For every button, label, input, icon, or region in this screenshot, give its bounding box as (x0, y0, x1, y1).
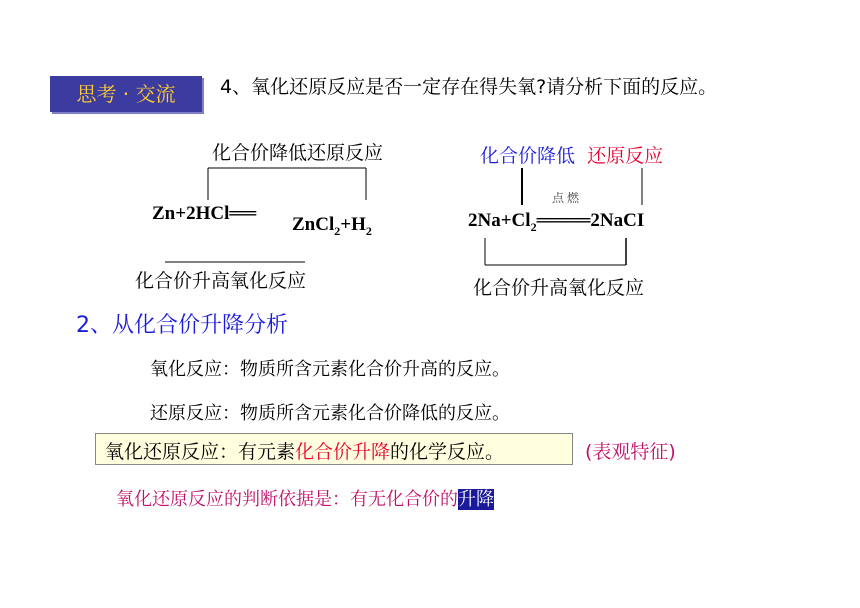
left-reactants: Zn+2HCl══ (152, 203, 257, 224)
left-top-label: 化合价降低还原反应 (212, 142, 384, 164)
question-text: 4、氧化还原反应是否一定存在得失氧?请分析下面的反应。 (220, 76, 718, 98)
section-title: 2、从化合价升降分析 (76, 313, 288, 338)
left-bottom-label: 化合价升高氧化反应 (135, 270, 307, 292)
left-products: $ZnCl_2+H_2$ (292, 214, 372, 238)
right-equation: $2Na+Cl_2════2NaCI$ (468, 210, 645, 234)
right-bottom-label: 化合价升高氧化反应 (473, 277, 645, 299)
redox-definition: 氧化还原反应：有元素化合价升降的化学反应。 (105, 441, 505, 463)
oxidation-definition: 氧化反应：物质所含元素化合价升高的反应。 (150, 359, 510, 380)
judgement-criterion: 氧化还原反应的判断依据是：有无化合价的升降 (116, 489, 494, 510)
reaction-condition: 点燃 (552, 191, 583, 205)
right-top-label: 化合价降低 还原反应 (480, 145, 664, 167)
think-exchange-badge: 思考 · 交流 (50, 76, 202, 112)
surface-feature-note: (表观特征) (585, 441, 676, 463)
reduction-definition: 还原反应：物质所含元素化合价降低的反应。 (150, 403, 510, 424)
selected-text[interactable]: 升降 (458, 489, 494, 510)
